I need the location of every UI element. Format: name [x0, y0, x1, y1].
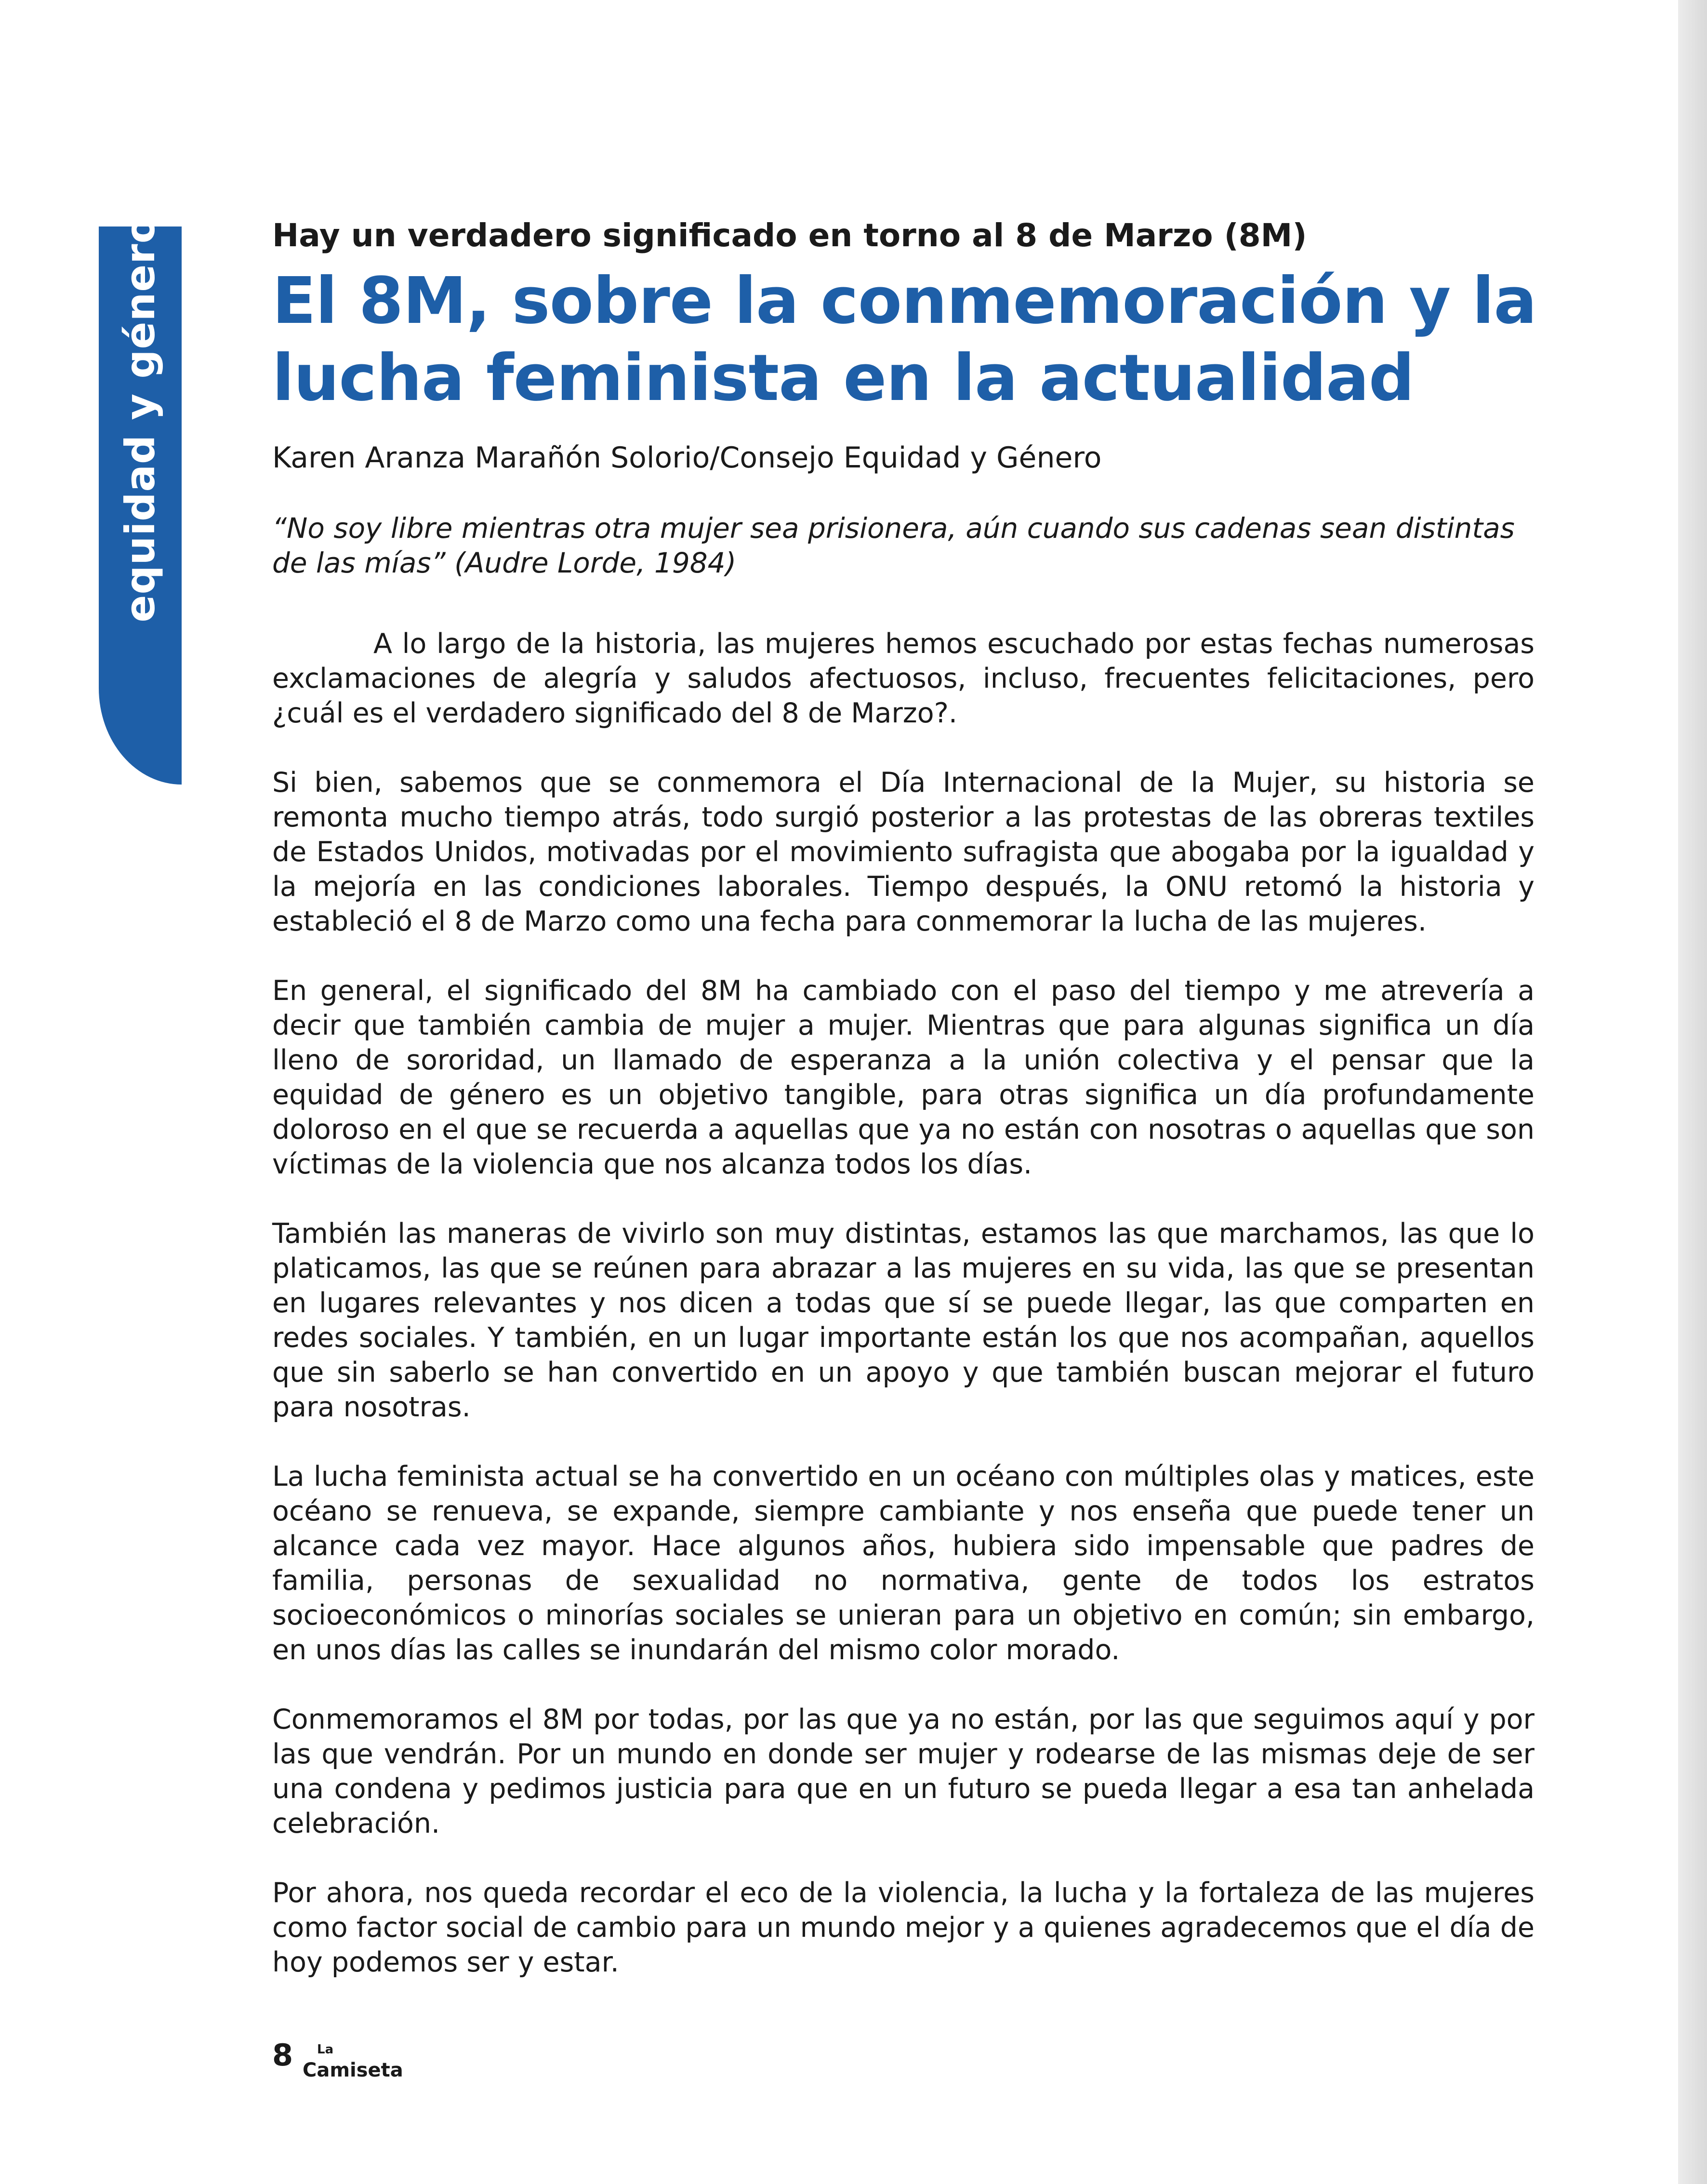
- article-kicker: Hay un verdadero significado en torno al 8 de Marzo (8M): [272, 217, 1307, 254]
- section-tab-label: equidad y género: [117, 215, 164, 623]
- page-edge-shadow: [1678, 0, 1707, 2184]
- paragraph: Conmemoramos el 8M por todas, por las que ya no están, por las que seguimos aquí y por las que vendrán. Por un mundo en donde ser mujer y rodearse de las mismas deje de ser una condena y pedimos justicia para que en un futuro se pueda llegar a esa tan anhelada celebración.: [272, 1704, 1535, 1839]
- publication-logo-small: La: [317, 2042, 334, 2057]
- paragraph: A lo largo de la historia, las mujeres hemos escuchado por estas fechas numerosas exclamaciones de alegría y saludos afectuosos, incluso, frecuentes felicitaciones, pero ¿cuál es el verdadero significado del 8 de Marzo?.: [272, 628, 1535, 729]
- article-title: El 8M, sobre la conmemoración y la lucha feminista en la actualidad: [272, 264, 1537, 415]
- paragraph: Por ahora, nos queda recordar el eco de la violencia, la lucha y la fortaleza de las mujeres como factor social de cambio para un mundo mejor y a quienes agradecemos que el día de hoy podemos ser y estar.: [272, 1877, 1535, 1978]
- paragraph: También las maneras de vivirlo son muy distintas, estamos las que marchamos, las que lo platicamos, las que se reúnen para abrazar a las mujeres en su vida, las que se presentan en lugares relevantes y nos dicen a todas que sí se puede llegar, las que comparten en redes sociales. Y también, en un lugar importante están los que nos acompañan, aquellos que sin saberlo se han convertido en un apoyo y que también buscan mejorar el futuro para nosotras.: [272, 1218, 1535, 1423]
- publication-logo: [303, 2043, 403, 2080]
- paragraph: Si bien, sabemos que se conmemora el Día Internacional de la Mujer, su historia se remonta mucho tiempo atrás, todo surgió posterior a las protestas de las obreras textiles de Estados Unidos, motivadas por el movimiento sufragista que abogaba por la igualdad y la mejoría en las condiciones laborales. Tiempo después, la ONU retomó la historia y estableció el 8 de Marzo como una fecha para conmemorar la lucha de las mujeres.: [272, 767, 1535, 937]
- paragraph: La lucha feminista actual se ha convertido en un océano con múltiples olas y matices, este océano se renueva, se expande, siempre cambiante y nos enseña que puede tener un alcance cada vez mayor. Hace algunos años, hubiera sido impensable que padres de familia, personas de sexualidad no normativa, gente de todos los estratos socioeconómicos o minorías sociales se unieran para un objetivo en común; sin embargo, en unos días las calles se inundarán del mismo color morado.: [272, 1461, 1535, 1666]
- section-tab: [99, 215, 182, 785]
- page-number: 8: [272, 2038, 293, 2073]
- article-epigraph: “No soy libre mientras otra mujer sea prisionera, aún cuando sus cadenas sean distintas de las mías” (Audre Lorde, 1984): [272, 512, 1515, 579]
- article-author: Karen Aranza Marañón Solorio/Consejo Equidad y Género: [272, 441, 1102, 475]
- publication-logo-big: Camiseta: [303, 2059, 403, 2081]
- article-body: [272, 626, 1535, 2014]
- paragraph: En general, el significado del 8M ha cambiado con el paso del tiempo y me atrevería a decir que también cambia de mujer a mujer. Mientras que para algunas significa un día lleno de sororidad, un llamado de esperanza a la unión colectiva y el pensar que la equidad de género es un objetivo tangible, para otras significa un día profundamente doloroso en el que se recuerda a aquellas que ya no están con nosotras o aquellas que son víctimas de la violencia que nos alcanza todos los días.: [272, 975, 1535, 1180]
